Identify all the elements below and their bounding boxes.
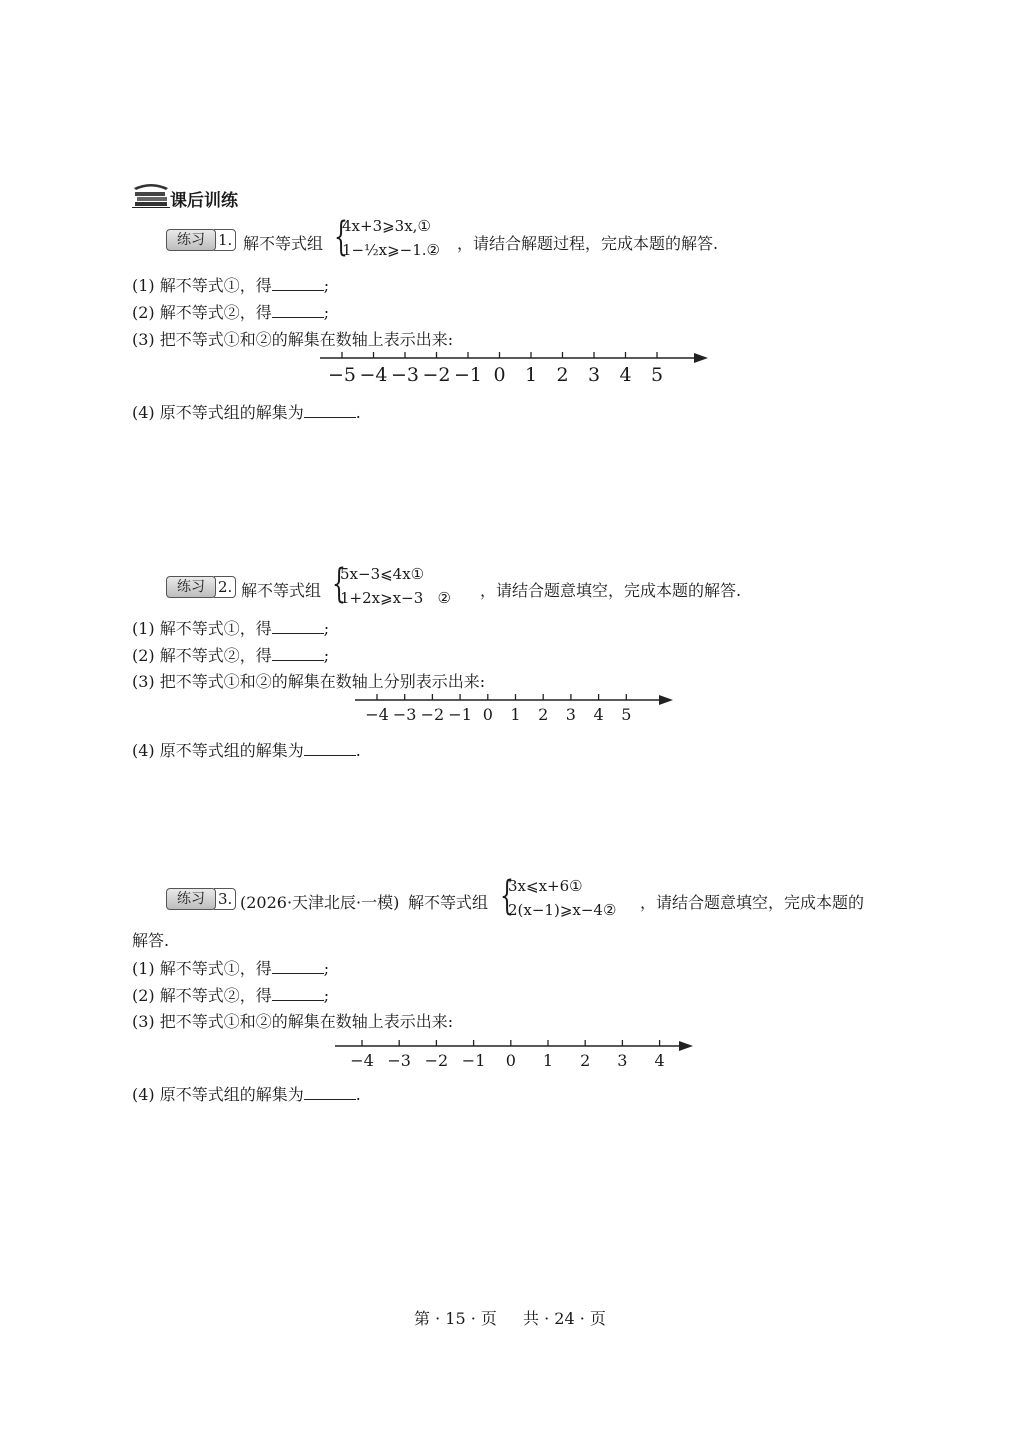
- tick-label: 3: [565, 705, 576, 724]
- step-end: .: [355, 741, 361, 760]
- tick-label: 1: [542, 1051, 554, 1070]
- answer-blank[interactable]: [304, 741, 356, 756]
- exercise-intro: 解不等式组: [408, 893, 489, 912]
- exercise-number: 3.: [214, 888, 236, 910]
- step-1: [132, 956, 329, 979]
- tick-label: 1: [524, 364, 538, 386]
- step-3: (3) 把不等式①和②的解集在数轴上表示出来:: [132, 1012, 454, 1031]
- tick-label: 2: [556, 364, 569, 386]
- tick-label: −3: [390, 364, 420, 386]
- answer-blank[interactable]: [272, 959, 324, 974]
- exercise-badge: 练习: [166, 576, 216, 598]
- step-text: (4) 原不等式组的解集为: [132, 741, 304, 760]
- answer-blank[interactable]: [272, 619, 324, 634]
- step-text: (2) 解不等式②，得: [132, 646, 272, 665]
- step-3: (3) 把不等式①和②的解集在数轴上分别表示出来:: [132, 672, 486, 691]
- axis-arrow: [679, 1041, 693, 1051]
- system-line-2: 1+2x⩾x−3 ②: [340, 589, 452, 607]
- tick-label: −4: [359, 364, 388, 386]
- tick-label: −3: [392, 705, 417, 724]
- exercise-number: 2.: [214, 576, 236, 598]
- exercise-instruction-cont: 解答.: [132, 931, 170, 950]
- books-icon: [132, 182, 170, 208]
- step-text: (2) 解不等式②，得: [132, 986, 272, 1005]
- step-text: (1) 解不等式①，得: [132, 276, 272, 295]
- tick-label: −1: [448, 705, 472, 724]
- tick-label: 3: [587, 364, 601, 386]
- page-total: 共 · 24 · 页: [523, 1309, 606, 1328]
- tick-label: 1: [510, 705, 521, 724]
- step-2: [132, 300, 329, 323]
- system-line-2: 2(x−1)⩾x−4②: [508, 901, 617, 919]
- tick-label: −4: [365, 705, 389, 724]
- step-end: ;: [323, 959, 330, 978]
- tick-label: −1: [461, 1051, 486, 1070]
- axis-arrow: [659, 695, 673, 705]
- step-2: [132, 983, 329, 1006]
- axis-arrow: [694, 353, 708, 363]
- tick-label: −3: [387, 1051, 411, 1070]
- step-text: (1) 解不等式①，得: [132, 959, 272, 978]
- number-line: [320, 350, 710, 390]
- step-end: ;: [323, 619, 330, 638]
- number-line: [335, 1038, 695, 1074]
- answer-blank[interactable]: [272, 646, 324, 661]
- tick-label: 2: [580, 1051, 591, 1070]
- tick-label: 3: [617, 1051, 628, 1070]
- exercise-instruction: ，请结合题意填空，完成本题的: [640, 893, 865, 912]
- brace: {: [500, 873, 514, 919]
- system-line-1: 3x⩽x+6①: [508, 877, 583, 895]
- tick-label: −2: [420, 705, 445, 724]
- step-end: ;: [323, 646, 330, 665]
- tick-label: 2: [538, 705, 549, 724]
- tick-label: 4: [654, 1051, 665, 1070]
- step-4: [132, 738, 361, 761]
- step-text: (2) 解不等式②，得: [132, 303, 272, 322]
- step-4: [132, 400, 361, 423]
- step-text: (4) 原不等式组的解集为: [132, 403, 304, 422]
- exercise-source: (2026·天津北辰·一模): [240, 893, 400, 912]
- tick-label: −4: [350, 1051, 374, 1070]
- section-title: 课后训练: [170, 191, 238, 211]
- step-end: .: [355, 1085, 361, 1104]
- exercise-intro: 解不等式组: [243, 234, 324, 253]
- exercise-badge: 练习: [166, 229, 216, 251]
- brace: {: [334, 214, 348, 260]
- exercise-instruction: ，请结合解题过程，完成本题的解答.: [457, 234, 719, 253]
- answer-blank[interactable]: [272, 303, 324, 318]
- step-4: [132, 1082, 361, 1105]
- tick-label: −2: [422, 364, 451, 386]
- tick-label: 5: [621, 705, 632, 724]
- tick-label: 0: [493, 364, 506, 386]
- step-text: (4) 原不等式组的解集为: [132, 1085, 304, 1104]
- tick-label: 5: [650, 364, 664, 386]
- answer-blank[interactable]: [272, 276, 324, 291]
- step-end: ;: [323, 276, 330, 295]
- step-3: (3) 把不等式①和②的解集在数轴上表示出来:: [132, 330, 454, 349]
- tick-label: 4: [619, 364, 632, 386]
- step-text: (1) 解不等式①，得: [132, 619, 272, 638]
- answer-blank[interactable]: [304, 1085, 356, 1100]
- page-number: 第 · 15 · 页: [414, 1309, 497, 1328]
- system-line-1: 4x+3⩾3x,①: [342, 217, 431, 235]
- exercise-number: 1.: [214, 229, 236, 251]
- exercise-intro: 解不等式组: [241, 581, 322, 600]
- step-end: ;: [323, 986, 330, 1005]
- tick-label: −1: [453, 364, 483, 386]
- step-1: [132, 616, 329, 639]
- exercise-instruction: ，请结合题意填空，完成本题的解答.: [480, 581, 742, 600]
- number-line: [355, 692, 675, 728]
- system-line-1: 5x−3⩽4x①: [340, 565, 425, 583]
- exercise-badge: 练习: [166, 888, 216, 910]
- tick-label: −5: [327, 364, 357, 386]
- tick-label: 0: [482, 705, 493, 724]
- tick-label: −2: [424, 1051, 449, 1070]
- step-1: [132, 273, 329, 296]
- step-2: [132, 643, 329, 666]
- tick-label: 0: [505, 1051, 516, 1070]
- answer-blank[interactable]: [304, 403, 356, 418]
- step-end: .: [355, 403, 361, 422]
- system-line-2: 1−½x⩾−1.②: [342, 241, 441, 259]
- brace: {: [332, 561, 346, 607]
- answer-blank[interactable]: [272, 986, 324, 1001]
- step-end: ;: [323, 303, 330, 322]
- tick-label: 4: [593, 705, 604, 724]
